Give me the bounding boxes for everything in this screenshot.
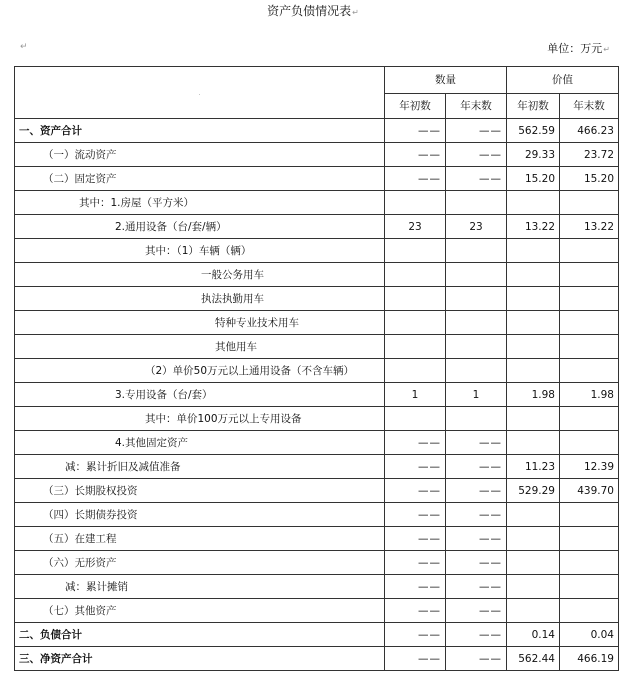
val-begin-cell bbox=[507, 263, 560, 287]
qty-end-cell: —— bbox=[446, 479, 507, 503]
qty-end-cell: —— bbox=[446, 431, 507, 455]
qty-end-cell: 1 bbox=[446, 383, 507, 407]
val-end-cell: 12.39 bbox=[560, 455, 619, 479]
val-end-cell: 1.98 bbox=[560, 383, 619, 407]
header-qty-begin: 年初数 bbox=[385, 94, 446, 119]
row-label: （五）在建工程 bbox=[15, 527, 385, 551]
qty-begin-cell bbox=[385, 407, 446, 431]
row-label: 其中：（1）车辆（辆） bbox=[15, 239, 385, 263]
val-begin-cell: 13.22 bbox=[507, 215, 560, 239]
val-end-cell: 439.70 bbox=[560, 479, 619, 503]
qty-begin-cell: —— bbox=[385, 455, 446, 479]
row-label: （三）长期股权投资 bbox=[15, 479, 385, 503]
header-quantity: 数量 bbox=[385, 67, 507, 94]
val-begin-cell bbox=[507, 239, 560, 263]
table-row bbox=[15, 215, 619, 239]
row-label: 三、净资产合计 bbox=[15, 647, 385, 671]
table-row bbox=[15, 287, 619, 311]
val-begin-cell bbox=[507, 575, 560, 599]
qty-end-cell: —— bbox=[446, 575, 507, 599]
table-row bbox=[15, 383, 619, 407]
qty-begin-cell bbox=[385, 311, 446, 335]
row-label: 减：累计折旧及减值准备 bbox=[15, 455, 385, 479]
val-end-cell bbox=[560, 263, 619, 287]
table-row bbox=[15, 503, 619, 527]
table-row bbox=[15, 335, 619, 359]
val-begin-cell bbox=[507, 407, 560, 431]
header-value: 价值 bbox=[507, 67, 619, 94]
table-row bbox=[15, 647, 619, 671]
val-end-cell bbox=[560, 527, 619, 551]
val-end-cell bbox=[560, 575, 619, 599]
val-end-cell: 15.20 bbox=[560, 167, 619, 191]
val-begin-cell: 1.98 bbox=[507, 383, 560, 407]
val-end-cell bbox=[560, 503, 619, 527]
val-begin-cell: 0.14 bbox=[507, 623, 560, 647]
table-row bbox=[15, 599, 619, 623]
row-label: （二）固定资产 bbox=[15, 167, 385, 191]
table-row bbox=[15, 359, 619, 383]
val-end-cell: 13.22 bbox=[560, 215, 619, 239]
qty-end-cell bbox=[446, 287, 507, 311]
val-begin-cell bbox=[507, 551, 560, 575]
qty-end-cell: —— bbox=[446, 599, 507, 623]
val-begin-cell: 29.33 bbox=[507, 143, 560, 167]
unit-label: 单位：万元↵ bbox=[547, 42, 610, 55]
val-end-cell bbox=[560, 431, 619, 455]
qty-end-cell bbox=[446, 359, 507, 383]
qty-end-cell bbox=[446, 335, 507, 359]
row-label: 执法执勤用车 bbox=[15, 287, 385, 311]
val-end-cell bbox=[560, 335, 619, 359]
val-end-cell bbox=[560, 599, 619, 623]
header-row-groups bbox=[15, 67, 619, 94]
row-label: （七）其他资产 bbox=[15, 599, 385, 623]
qty-begin-cell: —— bbox=[385, 119, 446, 143]
paragraph-mark: ↵ bbox=[20, 42, 28, 52]
qty-end-cell bbox=[446, 311, 507, 335]
qty-begin-cell: —— bbox=[385, 527, 446, 551]
row-label: 其他用车 bbox=[15, 335, 385, 359]
table-row bbox=[15, 167, 619, 191]
qty-begin-cell bbox=[385, 287, 446, 311]
table-row bbox=[15, 311, 619, 335]
qty-begin-cell bbox=[385, 263, 446, 287]
val-begin-cell: 562.44 bbox=[507, 647, 560, 671]
table-row bbox=[15, 455, 619, 479]
document-title: 资产负债情况表↵ bbox=[267, 4, 359, 18]
table-row bbox=[15, 575, 619, 599]
table-row bbox=[15, 119, 619, 143]
row-label: 一、资产合计 bbox=[15, 119, 385, 143]
qty-begin-cell: —— bbox=[385, 167, 446, 191]
val-begin-cell: 529.29 bbox=[507, 479, 560, 503]
header-val-begin: 年初数 bbox=[507, 94, 560, 119]
val-end-cell bbox=[560, 407, 619, 431]
qty-begin-cell: —— bbox=[385, 575, 446, 599]
val-begin-cell bbox=[507, 191, 560, 215]
table-row bbox=[15, 191, 619, 215]
row-label: 3.专用设备（台/套） bbox=[15, 383, 385, 407]
balance-sheet-table bbox=[14, 66, 619, 671]
val-end-cell bbox=[560, 191, 619, 215]
table-row bbox=[15, 431, 619, 455]
qty-begin-cell bbox=[385, 239, 446, 263]
table-row bbox=[15, 263, 619, 287]
qty-end-cell: —— bbox=[446, 623, 507, 647]
qty-end-cell bbox=[446, 407, 507, 431]
val-end-cell bbox=[560, 287, 619, 311]
val-begin-cell: 11.23 bbox=[507, 455, 560, 479]
qty-end-cell bbox=[446, 263, 507, 287]
qty-begin-cell: —— bbox=[385, 431, 446, 455]
qty-begin-cell: —— bbox=[385, 647, 446, 671]
row-label: 二、负债合计 bbox=[15, 623, 385, 647]
table-row bbox=[15, 479, 619, 503]
val-begin-cell: 562.59 bbox=[507, 119, 560, 143]
val-begin-cell bbox=[507, 503, 560, 527]
val-begin-cell bbox=[507, 599, 560, 623]
table-row bbox=[15, 407, 619, 431]
row-label: 其中：1.房屋（平方米） bbox=[15, 191, 385, 215]
qty-end-cell: —— bbox=[446, 167, 507, 191]
row-label: （六）无形资产 bbox=[15, 551, 385, 575]
row-label: （一）流动资产 bbox=[15, 143, 385, 167]
qty-begin-cell: —— bbox=[385, 551, 446, 575]
val-end-cell bbox=[560, 551, 619, 575]
row-label: 2.通用设备（台/套/辆） bbox=[15, 215, 385, 239]
qty-end-cell: —— bbox=[446, 527, 507, 551]
val-begin-cell: 15.20 bbox=[507, 167, 560, 191]
qty-end-cell: —— bbox=[446, 503, 507, 527]
qty-begin-cell: 23 bbox=[385, 215, 446, 239]
row-label: 特种专业技术用车 bbox=[15, 311, 385, 335]
qty-begin-cell: —— bbox=[385, 599, 446, 623]
table-row bbox=[15, 143, 619, 167]
qty-end-cell: —— bbox=[446, 551, 507, 575]
val-begin-cell bbox=[507, 335, 560, 359]
table-row bbox=[15, 527, 619, 551]
qty-begin-cell bbox=[385, 335, 446, 359]
val-begin-cell bbox=[507, 527, 560, 551]
val-end-cell bbox=[560, 359, 619, 383]
val-end-cell: 466.23 bbox=[560, 119, 619, 143]
header-val-end: 年末数 bbox=[560, 94, 619, 119]
qty-end-cell: 23 bbox=[446, 215, 507, 239]
qty-end-cell: —— bbox=[446, 119, 507, 143]
qty-end-cell bbox=[446, 191, 507, 215]
table-row bbox=[15, 239, 619, 263]
qty-begin-cell: —— bbox=[385, 503, 446, 527]
qty-end-cell: —— bbox=[446, 143, 507, 167]
row-label: 一般公务用车 bbox=[15, 263, 385, 287]
qty-end-cell bbox=[446, 239, 507, 263]
header-item-cell: . bbox=[15, 67, 385, 119]
row-label: 其中：单价100万元以上专用设备 bbox=[15, 407, 385, 431]
val-end-cell: 0.04 bbox=[560, 623, 619, 647]
val-begin-cell bbox=[507, 359, 560, 383]
val-begin-cell bbox=[507, 287, 560, 311]
qty-begin-cell: —— bbox=[385, 143, 446, 167]
table-row bbox=[15, 551, 619, 575]
val-begin-cell bbox=[507, 311, 560, 335]
row-label: （四）长期债券投资 bbox=[15, 503, 385, 527]
qty-begin-cell: —— bbox=[385, 623, 446, 647]
qty-begin-cell: —— bbox=[385, 479, 446, 503]
table-row bbox=[15, 623, 619, 647]
val-begin-cell bbox=[507, 431, 560, 455]
qty-end-cell: —— bbox=[446, 647, 507, 671]
qty-begin-cell bbox=[385, 359, 446, 383]
row-label: （2）单价50万元以上通用设备（不含车辆） bbox=[15, 359, 385, 383]
qty-end-cell: —— bbox=[446, 455, 507, 479]
qty-begin-cell: 1 bbox=[385, 383, 446, 407]
val-end-cell bbox=[560, 239, 619, 263]
qty-begin-cell bbox=[385, 191, 446, 215]
row-label: 4.其他固定资产 bbox=[15, 431, 385, 455]
val-end-cell: 466.19 bbox=[560, 647, 619, 671]
val-end-cell: 23.72 bbox=[560, 143, 619, 167]
header-qty-end: 年末数 bbox=[446, 94, 507, 119]
row-label: 减：累计摊销 bbox=[15, 575, 385, 599]
val-end-cell bbox=[560, 311, 619, 335]
